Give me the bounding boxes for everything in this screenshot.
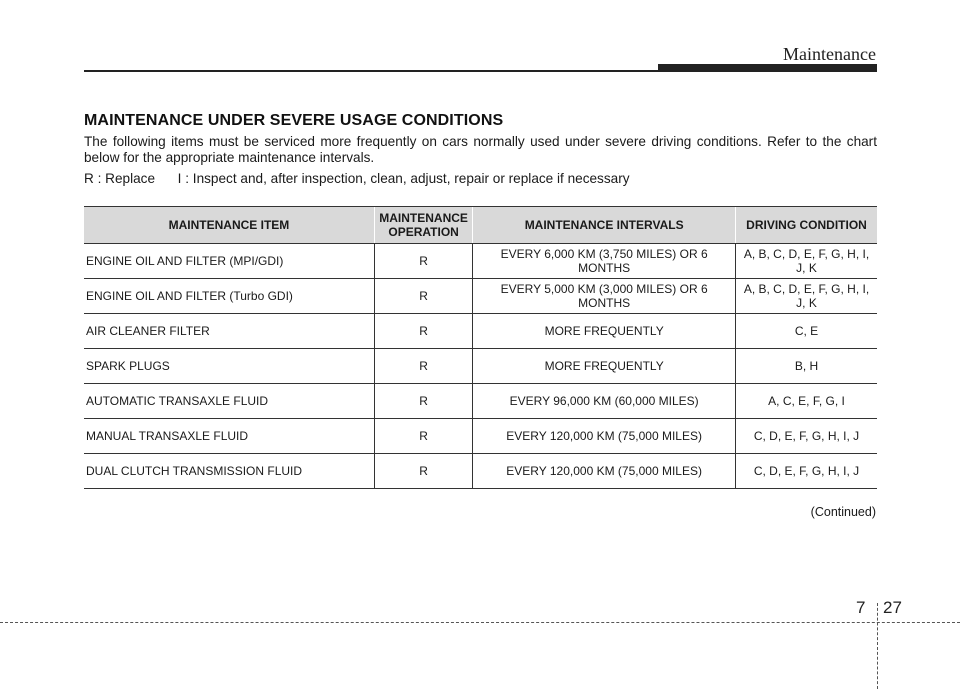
header-driving-condition: DRIVING CONDITION: [736, 207, 877, 244]
cell-item: AUTOMATIC TRANSAXLE FLUID: [84, 384, 374, 419]
cell-operation: R: [374, 454, 472, 489]
cell-operation: R: [374, 279, 472, 314]
cell-operation: R: [374, 349, 472, 384]
table-row: [84, 384, 877, 419]
chapter-number: 7: [856, 598, 866, 617]
cell-interval: EVERY 5,000 KM (3,000 MILES) OR 6 MONTHS: [473, 279, 736, 314]
cell-interval: EVERY 6,000 KM (3,750 MILES) OR 6 MONTHS: [473, 244, 736, 279]
cell-operation: R: [374, 314, 472, 349]
cell-interval: MORE FREQUENTLY: [473, 349, 736, 384]
header-maintenance-operation: MAINTENANCE OPERATION: [374, 207, 472, 244]
table-row: [84, 419, 877, 454]
header-rule-thin: [84, 70, 664, 72]
cell-item: SPARK PLUGS: [84, 349, 374, 384]
cell-item: AIR CLEANER FILTER: [84, 314, 374, 349]
continued-note: (Continued): [810, 505, 876, 519]
cell-item: ENGINE OIL AND FILTER (Turbo GDI): [84, 279, 374, 314]
cell-condition: C, D, E, F, G, H, I, J: [736, 419, 877, 454]
header-title: Maintenance: [783, 44, 876, 64]
table-row: [84, 349, 877, 384]
cell-operation: R: [374, 384, 472, 419]
cell-interval: MORE FREQUENTLY: [473, 314, 736, 349]
section-title: MAINTENANCE UNDER SEVERE USAGE CONDITIONS: [84, 112, 504, 129]
header-rule-thick: [658, 64, 877, 72]
cell-interval: EVERY 120,000 KM (75,000 MILES): [473, 454, 736, 489]
cell-item: ENGINE OIL AND FILTER (MPI/GDI): [84, 244, 374, 279]
cell-interval: EVERY 96,000 KM (60,000 MILES): [473, 384, 736, 419]
header-maintenance-item: MAINTENANCE ITEM: [84, 207, 374, 244]
cell-condition: A, C, E, F, G, I: [736, 384, 877, 419]
page-number: 27: [883, 598, 902, 617]
header-maintenance-intervals: MAINTENANCE INTERVALS: [473, 207, 736, 244]
maintenance-table: [84, 206, 877, 489]
table-row: [84, 454, 877, 489]
legend-text: R : Replace I : Inspect and, after inspection, clean, adjust, repair or replace if necessary: [84, 171, 630, 186]
cell-operation: R: [374, 419, 472, 454]
cell-condition: B, H: [736, 349, 877, 384]
cell-item: DUAL CLUTCH TRANSMISSION FLUID: [84, 454, 374, 489]
table-header-row: [84, 207, 877, 244]
cell-condition: A, B, C, D, E, F, G, H, I, J, K: [736, 244, 877, 279]
table-row: [84, 314, 877, 349]
cell-condition: A, B, C, D, E, F, G, H, I, J, K: [736, 279, 877, 314]
cell-item: MANUAL TRANSAXLE FLUID: [84, 419, 374, 454]
cell-interval: EVERY 120,000 KM (75,000 MILES): [473, 419, 736, 454]
intro-paragraph: The following items must be serviced more frequently on cars normally used under severe driving conditions. Refer to the chart below for the appropriate maintenance intervals.: [84, 134, 877, 165]
table-row: [84, 279, 877, 314]
footer-divider: [877, 603, 878, 689]
cell-operation: R: [374, 244, 472, 279]
cell-condition: C, D, E, F, G, H, I, J: [736, 454, 877, 489]
footer-rule: [0, 622, 960, 623]
cell-condition: C, E: [736, 314, 877, 349]
table-row: [84, 244, 877, 279]
